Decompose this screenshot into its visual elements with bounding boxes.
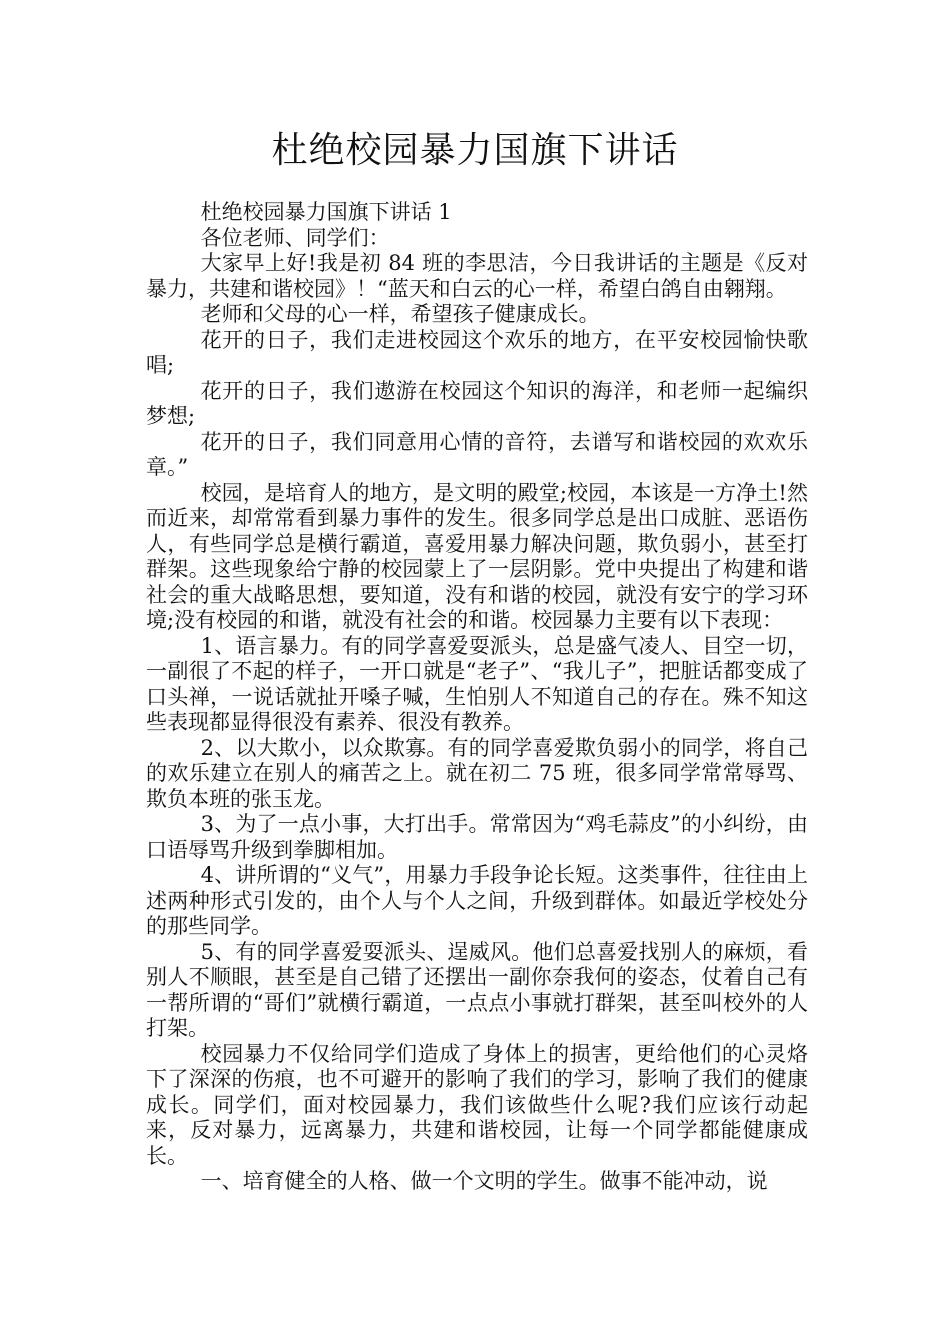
paragraph: 1、语言暴力。有的同学喜爱耍派头，总是盛气凌人、目空一切，一副很了不起的样子，一开口就是“老子”、“我儿子”，把脏话都变成了口头禅，一说话就扯开嗓子喊，生怕别人不知道自己的存在。殊不知这些表现都显得很没有素养、很没有教养。 xyxy=(146,633,808,734)
paragraph: 花开的日子，我们同意用心情的音符，去谱写和谐校园的欢欢乐章。” xyxy=(146,429,808,479)
paragraph: 一、培育健全的人格、做一个文明的学生。做事不能冲动，说 xyxy=(200,1169,768,1193)
paragraph: 花开的日子，我们走进校园这个欢乐的地方，在平安校园愉快歌唱; xyxy=(146,327,808,377)
paragraph: 5、有的同学喜爱耍派头、逞威风。他们总喜爱找别人的麻烦，看别人不顺眼，甚至是自己错了还摆出一副你奈我何的姿态，仗着自己有一帮所谓的“哥们”就横行霸道，一点点小事就打群架，甚至叫校外的人打架。 xyxy=(146,939,808,1040)
paragraph: 校园暴力不仅给同学们造成了身体上的损害，更给他们的心灵烙下了深深的伤痕，也不可避开的影响了我们的学习，影响了我们的健康成长。同学们，面对校园暴力，我们该做些什么呢?我们应该行动起来，反对暴力，远离暴力，共建和谐校园，让每一个同学都能健康成长。 xyxy=(146,1041,808,1168)
paragraph: 杜绝校园暴力国旗下讲话 1 xyxy=(200,200,452,224)
paragraph: 2、以大欺小，以众欺寡。有的同学喜爱欺负弱小的同学，将自己的欢乐建立在别人的痛苦之上。就在初二 75 班，很多同学常常辱骂、欺负本班的张玉龙。 xyxy=(146,735,808,811)
document-body xyxy=(146,200,808,1195)
paragraph: 3、为了一点小事，大打出手。常常因为“鸡毛蒜皮”的小纠纷，由口语辱骂升级到拳脚相加。 xyxy=(146,812,808,862)
paragraph: 花开的日子，我们遨游在校园这个知识的海洋，和老师一起编织梦想; xyxy=(146,378,808,428)
paragraph: 各位老师、同学们： xyxy=(200,225,390,250)
document-title: 杜绝校园暴力国旗下讲话 xyxy=(271,130,679,171)
paragraph: 老师和父母的心一样，希望孩子健康成长。 xyxy=(200,302,600,326)
paragraph: 大家早上好!我是初 84 班的李思洁，今日我讲话的主题是《反对暴力，共建和谐校园》！“蓝天和白云的心一样，希望白鸽自由翱翔。 xyxy=(146,251,808,301)
paragraph: 校园，是培育人的地方，是文明的殿堂;校园，本该是一方净土!然而近来，却常常看到暴力事件的发生。很多同学总是出口成脏、恶语伤人，有些同学总是横行霸道，喜爱用暴力解决问题，欺负弱小，甚至打群架。这些现象给宁静的校园蒙上了一层阴影。党中央提出了构建和谐社会的重大战略思想，要知道，没有和谐的校园，就没有安宁的学习环境;没有校园的和谐，就没有社会的和谐。校园暴力主要有以下表现： xyxy=(146,480,808,632)
paragraph: 4、讲所谓的“义气”，用暴力手段争论长短。这类事件，往往由上述两种形式引发的，由个人与个人之间，升级到群体。如最近学校处分的那些同学。 xyxy=(146,863,808,938)
